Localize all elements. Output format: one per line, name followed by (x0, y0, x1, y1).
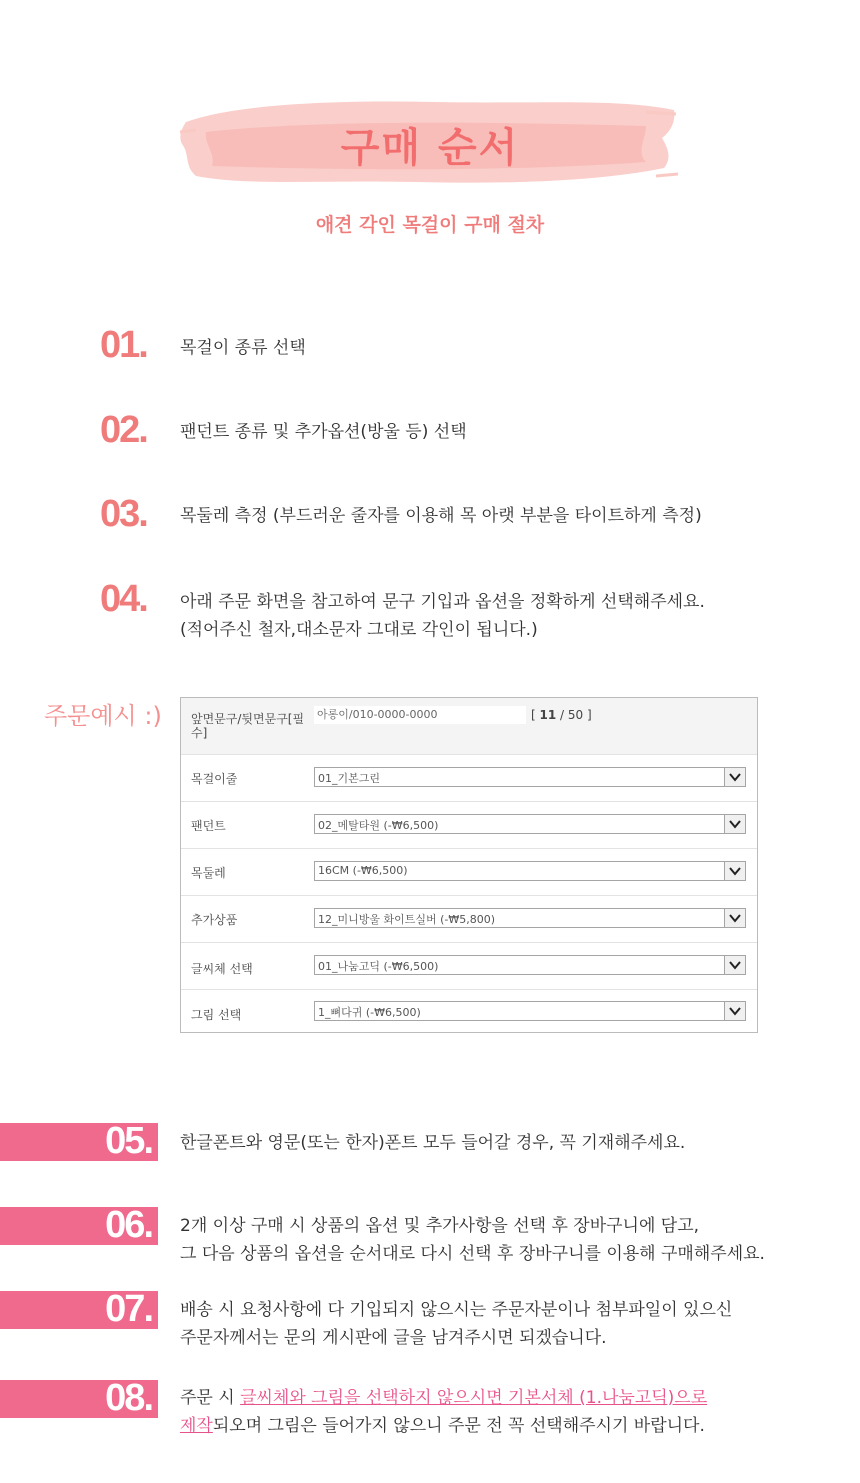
step-banner-07 (0, 1288, 158, 1330)
counter-max: / 50 ] (556, 708, 592, 722)
step-02-line: 팬던트 종류 및 추가옵션(방울 등) 선택 (180, 422, 467, 442)
counter-open: [ (531, 708, 536, 722)
engrave-text-label (191, 712, 304, 740)
select-value: 02_메탈타원 (-₩6,500) (318, 819, 439, 832)
step-banner-08 (0, 1377, 158, 1419)
page-subtitle: 애견 각인 목걸이 구매 절차 (315, 214, 545, 236)
option-label: 팬던트 (191, 819, 226, 833)
extra-product-select[interactable] (314, 908, 746, 928)
engrave-label-line-1: 앞면문구/뒷면문구[필 (191, 712, 305, 726)
default-font-notice-link: 글씨체와 그림을 선택하지 않으시면 기본서체 (1.나눔고딕)으로 (240, 1388, 708, 1408)
step-06-line-1: 2개 이상 구매 시 상품의 옵션 및 추가사항을 선택 후 장바구니에 담고, (180, 1216, 700, 1236)
option-label: 글씨체 선택 (191, 962, 253, 976)
page-title: 구매 순서 (340, 125, 520, 171)
option-row-pendant (181, 802, 757, 849)
select-value: 1_뼈다귀 (-₩6,500) (318, 1006, 421, 1019)
step-08-prefix: 주문 시 (180, 1388, 241, 1408)
pendant-select[interactable] (314, 814, 746, 834)
image-select[interactable] (314, 1001, 746, 1021)
step-04-line-2: (적어주신 철자,대소문자 그대로 각인이 됩니다.) (180, 620, 538, 640)
select-value: 12_미니방울 화이트실버 (-₩5,800) (318, 913, 496, 926)
step-08-line-1 (180, 1384, 707, 1412)
step-text-05 (180, 1129, 685, 1157)
step-03-line: 목둘레 측정 (부드러운 줄자를 이용해 목 아랫 부분을 타이트하게 측정) (180, 506, 702, 526)
select-value: 01_기본그린 (318, 772, 381, 785)
step-06-line-2: 그 다음 상품의 옵션을 순서대로 다시 선택 후 장바구니를 이용해 구매해주세요. (180, 1244, 765, 1264)
default-font-notice-link-end: 제작 (180, 1416, 213, 1436)
chevron-down-icon[interactable] (724, 956, 745, 974)
step-text-04 (180, 588, 705, 644)
counter-current: 11 (539, 708, 557, 722)
step-05-line: 한글폰트와 영문(또는 한자)폰트 모두 들어갈 경우, 꼭 기재해주세요. (180, 1133, 686, 1153)
engrave-text-row (181, 698, 757, 755)
option-label: 목걸이줄 (191, 772, 238, 786)
option-row-font (181, 943, 757, 990)
engrave-text-input[interactable]: 아롱이/010-0000-0000 (314, 706, 526, 724)
step-text-03 (180, 502, 702, 530)
step-01-line: 목걸이 종류 선택 (180, 338, 306, 358)
step-number-05: 05. (105, 1120, 152, 1162)
step-number-07: 07. (105, 1288, 152, 1330)
chevron-down-icon[interactable] (724, 768, 745, 786)
step-number-08: 08. (105, 1377, 152, 1419)
step-text-01 (180, 334, 306, 362)
step-number-06: 06. (105, 1204, 152, 1246)
font-select[interactable] (314, 955, 746, 975)
neck-size-select[interactable] (314, 861, 746, 881)
chevron-down-icon[interactable] (724, 1002, 745, 1020)
engrave-label-line-2: 수] (191, 726, 208, 740)
select-value: 01_나눔고딕 (-₩6,500) (318, 960, 439, 973)
order-example-label: 주문예시 :) (44, 702, 162, 730)
chevron-down-icon[interactable] (724, 909, 745, 927)
step-number-03: 03. (100, 493, 147, 535)
step-text-06 (180, 1212, 765, 1268)
select-value: 16CM (-₩6,500) (318, 864, 408, 877)
option-row-extra (181, 896, 757, 943)
step-07-line-1: 배송 시 요청사항에 다 기입되지 않으시는 주문자분이나 첨부파일이 있으신 (180, 1300, 733, 1320)
order-form-example (180, 697, 758, 1033)
option-label: 목둘레 (191, 866, 226, 880)
option-row-neck-size (181, 849, 757, 896)
chevron-down-icon[interactable] (724, 862, 745, 880)
step-number-01: 01. (100, 324, 147, 366)
step-04-line-1: 아래 주문 화면을 참고하여 문구 기입과 옵션을 정확하게 선택해주세요. (180, 592, 705, 612)
step-text-02 (180, 418, 467, 446)
step-text-07 (180, 1296, 732, 1352)
step-08-suffix: 되오며 그림은 들어가지 않으니 주문 전 꼭 선택해주시기 바랍니다. (212, 1416, 705, 1436)
step-number-02: 02. (100, 409, 147, 451)
step-number-04: 04. (100, 578, 147, 620)
chevron-down-icon[interactable] (724, 815, 745, 833)
step-08-line-2 (180, 1412, 707, 1440)
necklace-select[interactable] (314, 767, 746, 787)
step-07-line-2: 주문자께서는 문의 게시판에 글을 남겨주시면 되겠습니다. (180, 1328, 607, 1348)
step-text-08 (180, 1384, 707, 1440)
option-row-necklace (181, 755, 757, 802)
step-banner-05 (0, 1120, 158, 1162)
option-row-image (181, 990, 757, 1032)
char-counter (531, 708, 592, 722)
option-label: 추가상품 (191, 913, 238, 927)
step-banner-06 (0, 1204, 158, 1246)
option-label: 그림 선택 (191, 1008, 242, 1022)
